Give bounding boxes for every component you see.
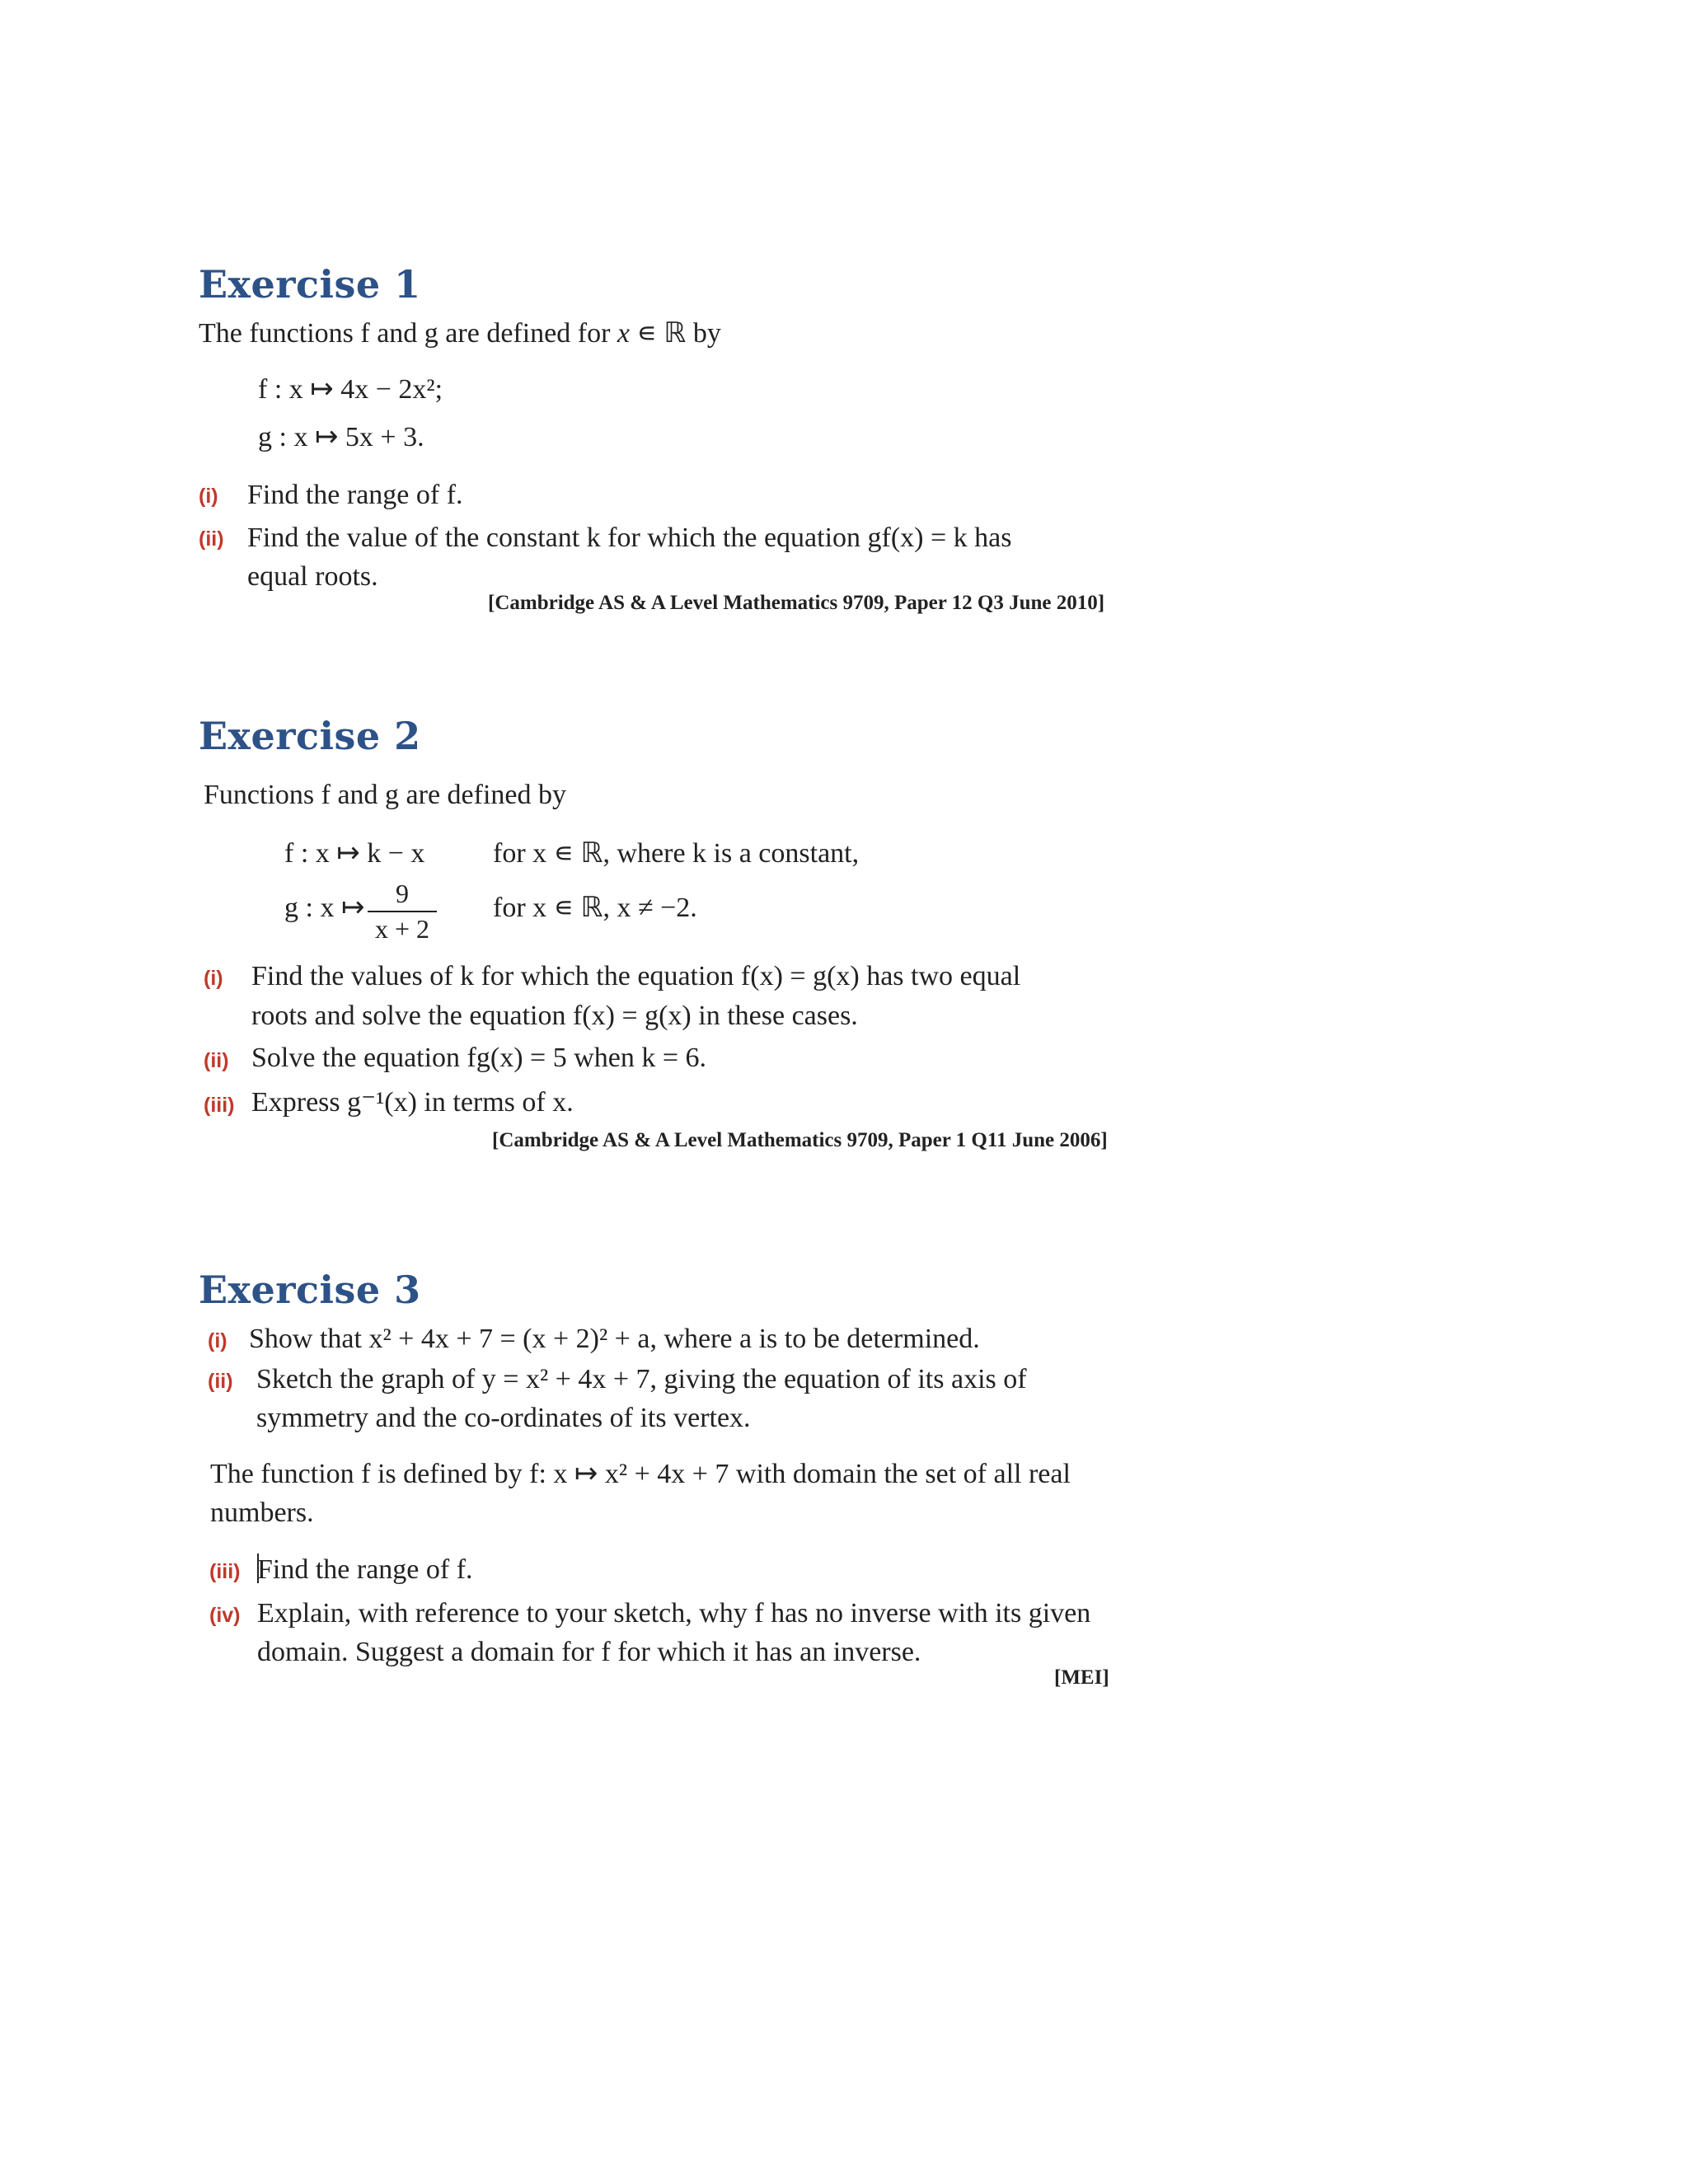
exercise-1-intro: The functions f and g are defined for x ∊ ℝ by <box>199 318 721 349</box>
exercise-2-title: Exercise 2 <box>199 714 421 758</box>
part-number: (iii) <box>204 1094 235 1117</box>
part-number: (iv) <box>209 1604 241 1627</box>
exercise-2-g-domain: for x ∊ ℝ, x ≠ −2. <box>493 893 697 923</box>
part-text: Find the value of the constant k for which the equation gf(x) = k has <box>247 523 1012 553</box>
part-text: equal roots. <box>247 561 378 592</box>
part-text: Sketch the graph of y = x² + 4x + 7, giving the equation of its axis of <box>256 1364 1027 1394</box>
exercise-1-f-definition: f : x ↦ 4x − 2x²; <box>258 374 443 405</box>
part-text: Find the values of k for which the equation f(x) = g(x) has two equal <box>251 961 1021 991</box>
part-number: (i) <box>204 967 223 990</box>
g-fraction <box>368 879 437 944</box>
part-text: symmetry and the co-ordinates of its vertex. <box>256 1403 751 1433</box>
part-text: Show that x² + 4x + 7 = (x + 2)² + a, where a is to be determined. <box>249 1324 980 1354</box>
part-number: (ii) <box>204 1049 229 1072</box>
part-number: (i) <box>208 1329 227 1352</box>
source-citation: [Cambridge AS & A Level Mathematics 9709, Paper 12 Q3 June 2010] <box>488 592 1105 614</box>
part-text[interactable]: Find the range of f. <box>257 1554 473 1585</box>
fraction-denominator: x + 2 <box>374 914 430 944</box>
part-text: Find the range of f. <box>247 480 463 510</box>
fraction-bar <box>368 911 437 912</box>
exercise-2-f-definition: f : x ↦ k − x <box>284 838 425 869</box>
part-text: Express g⁻¹(x) in terms of x. <box>251 1087 574 1118</box>
source-citation: [Cambridge AS & A Level Mathematics 9709, Paper 1 Q11 June 2006] <box>492 1129 1108 1151</box>
part-text: Solve the equation fg(x) = 5 when k = 6. <box>251 1043 707 1073</box>
paragraph-line: The function f is defined by f: x ↦ x² + 4x + 7 with domain the set of all real <box>210 1459 1071 1489</box>
part-number: (i) <box>199 485 218 508</box>
part-number: (iii) <box>209 1560 241 1583</box>
part-text: Explain, with reference to your sketch, why f has no inverse with its given <box>257 1598 1091 1629</box>
exercise-1-g-definition: g : x ↦ 5x + 3. <box>258 422 424 452</box>
exercise-1-title: Exercise 1 <box>199 262 421 307</box>
part-text: domain. Suggest a domain for f for which it has an inverse. <box>257 1637 921 1667</box>
fraction-numerator: 9 <box>396 879 409 908</box>
part-text: roots and solve the equation f(x) = g(x) in these cases. <box>251 1001 858 1031</box>
part-number: (ii) <box>199 527 224 551</box>
source-citation: [MEI] <box>1054 1666 1109 1689</box>
exercise-2-intro: Functions f and g are defined by <box>204 780 566 810</box>
part-number: (ii) <box>208 1370 233 1393</box>
exercise-2-f-domain: for x ∊ ℝ, where k is a constant, <box>493 838 860 869</box>
exercise-2-g-definition: g : x ↦ <box>284 893 365 923</box>
paragraph-line: numbers. <box>210 1497 314 1528</box>
exercise-3-title: Exercise 3 <box>199 1268 421 1312</box>
